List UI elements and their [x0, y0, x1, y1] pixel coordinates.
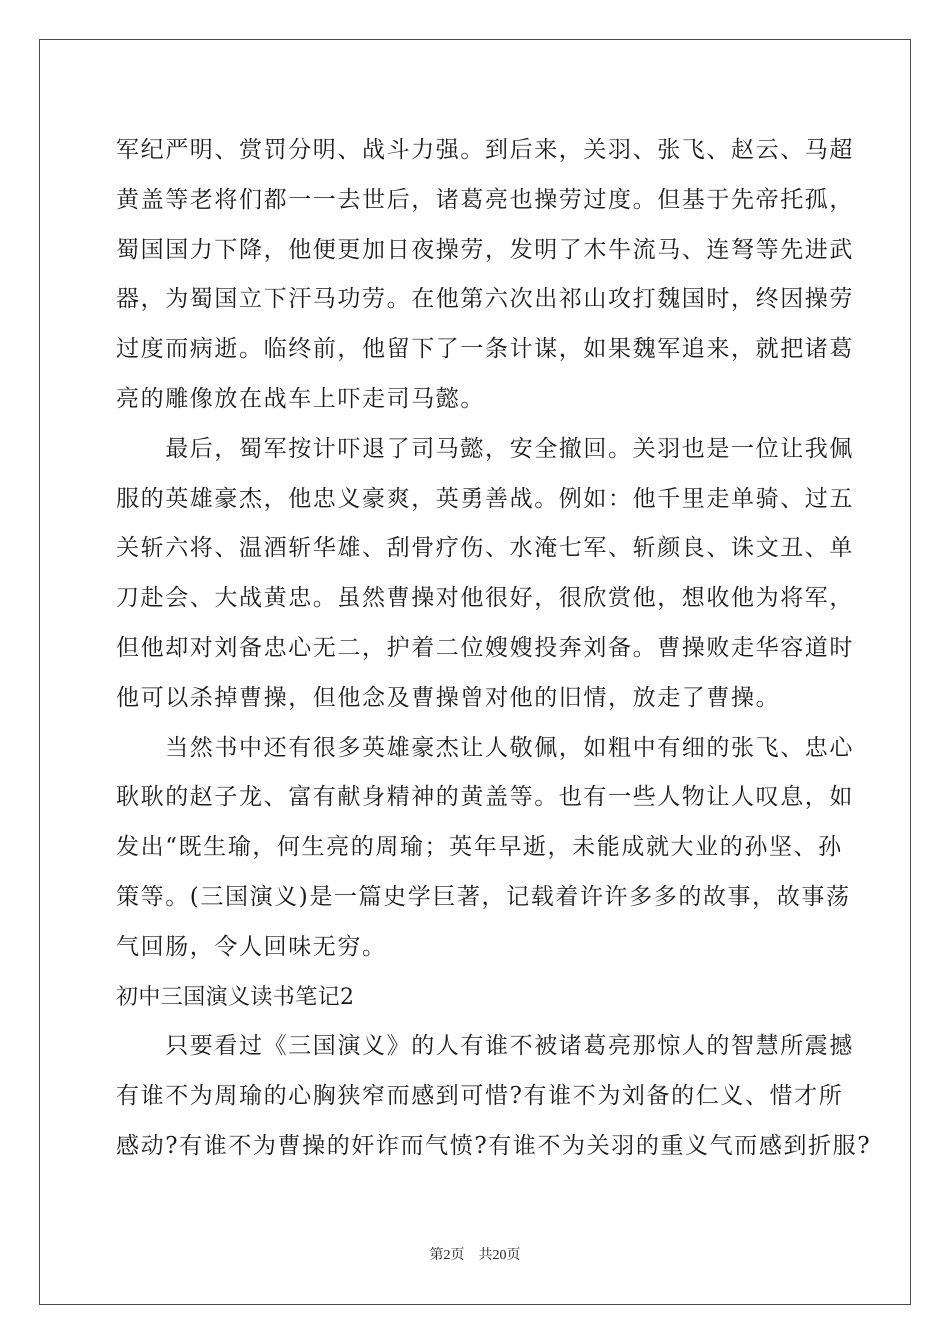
text-line: 感动?有谁不为曹操的奸诈而气愤?有谁不为关羽的重义气而感到折服?	[116, 1132, 872, 1159]
text-line: 器，为蜀国立下汗马功劳。在他第六次出祁山攻打魏国时，终因操劳	[116, 286, 854, 313]
text-line: 刀赴会、大战黄忠。虽然曹操对他很好，很欣赏他，想收他为将军，	[116, 585, 854, 612]
page-footer	[0, 1244, 950, 1264]
text-line: 发出“既生瑜，何生亮的周瑜；英年早逝，未能成就大业的孙坚、孙	[116, 834, 843, 861]
text-line: 服的英雄豪杰，他忠义豪爽，英勇善战。例如：他千里走单骑、过五	[116, 485, 854, 512]
text-line: 耿耿的赵子龙、富有献身精神的黄盖等。也有一些人物让人叹息，如	[116, 784, 854, 811]
text-line: 当然书中还有很多英雄豪杰让人敬佩，如粗中有细的张飞、忠心	[116, 734, 854, 761]
text-line: 蜀国国力下降，他便更加日夜操劳，发明了木牛流马、连弩等先进武	[116, 236, 854, 263]
text-line: 有谁不为周瑜的心胸狭窄而感到可惜?有谁不为刘备的仁义、惜才所	[116, 1083, 844, 1110]
page-number: 第2页	[429, 1248, 465, 1263]
paragraph-3	[116, 724, 854, 973]
paragraph-4	[116, 1022, 872, 1171]
section-heading: 初中三国演义读书笔记2	[116, 984, 355, 1010]
page-total: 共20页	[478, 1248, 521, 1263]
text-line: 最后，蜀军按计吓退了司马懿，安全撤回。关羽也是一位让我佩	[116, 435, 854, 462]
paragraph-1	[116, 126, 854, 425]
text-line: 他可以杀掉曹操，但他念及曹操曾对他的旧情，放走了曹操。	[116, 684, 781, 711]
text-line: 气回肠，令人回味无穷。	[116, 933, 387, 960]
text-line: 只要看过《三国演义》的人有谁不被诸葛亮那惊人的智慧所震撼	[116, 1033, 854, 1060]
document-body	[116, 126, 872, 1172]
text-line: 但他却对刘备忠心无二，护着二位嫂嫂投奔刘备。曹操败走华容道时	[116, 634, 854, 661]
text-line: 亮的雕像放在战车上吓走司马懿。	[116, 385, 485, 412]
text-line: 军纪严明、赏罚分明、战斗力强。到后来，关羽、张飞、赵云、马超	[116, 137, 854, 163]
text-line: 关斩六将、温酒斩华雄、刮骨疗伤、水淹七军、斩颜良、诛文丑、单	[116, 535, 854, 562]
text-line: 策等。(三国演义)是一篇史学巨著，记载着许许多多的故事，故事荡	[116, 883, 851, 910]
text-line: 黄盖等老将们都一一去世后，诸葛亮也操劳过度。但基于先帝托孤，	[116, 186, 854, 213]
text-line: 过度而病逝。临终前，他留下了一条计谋，如果魏军追来，就把诸葛	[116, 336, 854, 363]
paragraph-2	[116, 425, 854, 724]
